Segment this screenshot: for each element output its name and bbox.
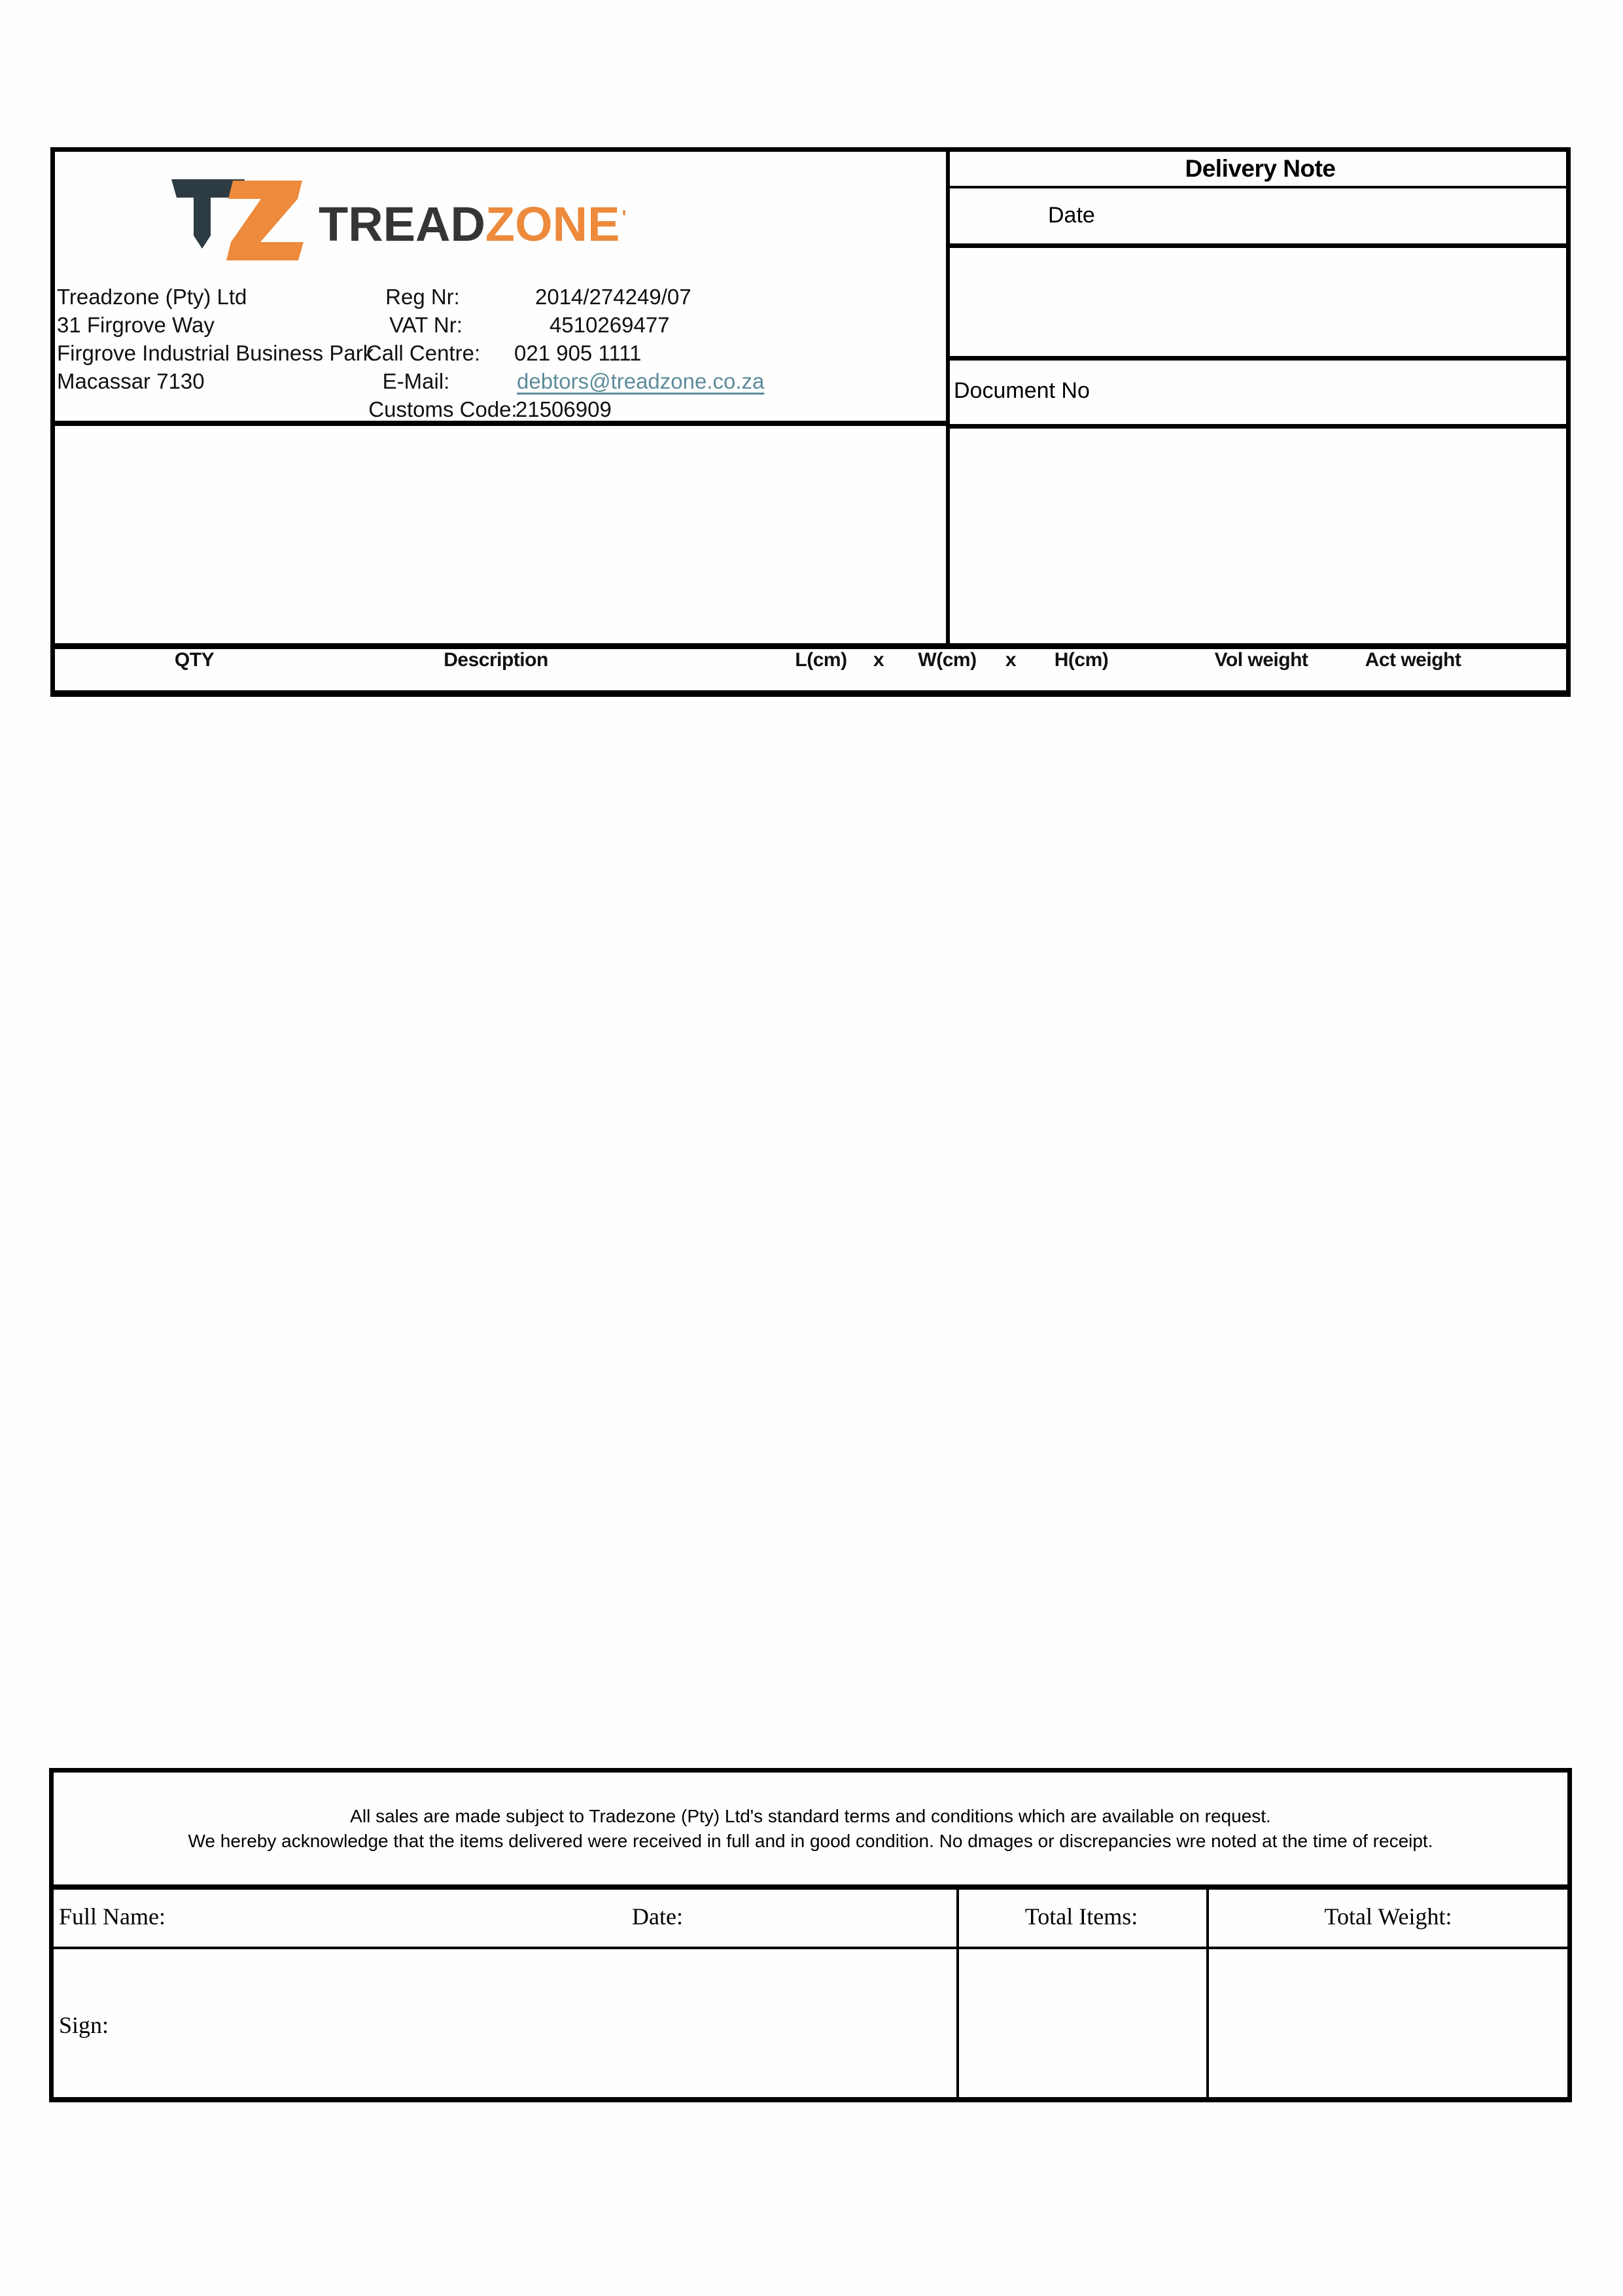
divider [50,147,1571,152]
delivery-note-title: Delivery Note [1185,155,1336,182]
divider [49,1884,1572,1890]
document-no-label: Document No [954,378,1090,403]
logo-wordmark-tread: TREAD [319,197,485,251]
col-header-description: Description [444,649,548,671]
reg-nr-value: 2014/274249/07 [535,285,691,309]
company-logo [166,175,305,262]
call-centre-value: 021 905 1111 [514,341,642,365]
logo-wordmark-zone: ZONE [485,197,620,251]
divider [950,424,1571,429]
col-header-x2: x [1005,649,1017,671]
full-name-label: Full Name: [59,1903,166,1930]
logo-wordmark [319,194,627,249]
email-link[interactable]: debtors@treadzone.co.za [517,369,765,393]
total-items-label: Total Items: [1024,1903,1138,1930]
items-entry-area[interactable] [52,700,1569,1760]
divider [950,243,1571,248]
divider [956,1884,959,2097]
company-name: Treadzone (Pty) Ltd [57,285,247,309]
sign-date-label: Date: [632,1903,683,1930]
col-header-height: H(cm) [1054,649,1109,671]
divider [1566,147,1571,697]
date-field-value[interactable] [1138,194,1557,236]
date-field-label: Date [1048,203,1095,228]
vat-nr-value: 4510269477 [550,313,670,337]
full-name-input-area[interactable] [170,1891,563,1943]
divider [1206,1884,1209,2097]
call-centre-label: Call Centre: [366,341,481,365]
col-header-qty: QTY [174,649,215,671]
divider [50,421,950,426]
col-header-x1: x [873,649,884,671]
divider [49,1768,1572,1773]
logo-tz-glyph [166,175,305,262]
company-street: 31 Firgrove Way [57,313,215,337]
company-park: Firgrove Industrial Business Park [57,341,374,365]
sign-date-input-area[interactable] [707,1891,949,1943]
divider [950,356,1571,361]
col-header-length: L(cm) [795,649,847,671]
logo-trademark-icon: ' [621,207,627,228]
vat-nr-label: VAT Nr: [389,313,462,337]
customs-code-value: 21506909 [515,397,612,421]
divider [50,690,1571,697]
terms-line-2: We hereby acknowledge that the items delivered were received in full and in good condition. No dmages or discrepancies wre noted at the time of receipt. [188,1831,1433,1851]
divider [946,152,950,645]
logo-z-diagonal [231,199,298,242]
email-label: E-Mail: [382,369,450,393]
divider [50,643,1571,649]
company-city: Macassar 7130 [57,369,205,393]
divider [950,186,1571,188]
col-header-act-weight: Act weight [1365,649,1461,671]
col-header-vol-weight: Vol weight [1214,649,1308,671]
reg-nr-label: Reg Nr: [385,285,460,309]
divider [49,1947,1572,1949]
total-weight-label: Total Weight: [1324,1903,1452,1930]
divider [49,2097,1572,2102]
signature-area[interactable] [124,1951,954,2094]
total-items-input-area[interactable] [962,1951,1204,2094]
sign-label: Sign: [59,2012,109,2038]
customs-code-label: Customs Code: [368,397,517,421]
document-no-value[interactable] [1125,366,1557,416]
terms-line-1: All sales are made subject to Tradezone (Pty) Ltd's standard terms and conditions which are available on request. [350,1806,1271,1826]
total-weight-input-area[interactable] [1212,1951,1565,2094]
col-header-width: W(cm) [918,649,977,671]
customer-details-area[interactable] [59,432,935,638]
